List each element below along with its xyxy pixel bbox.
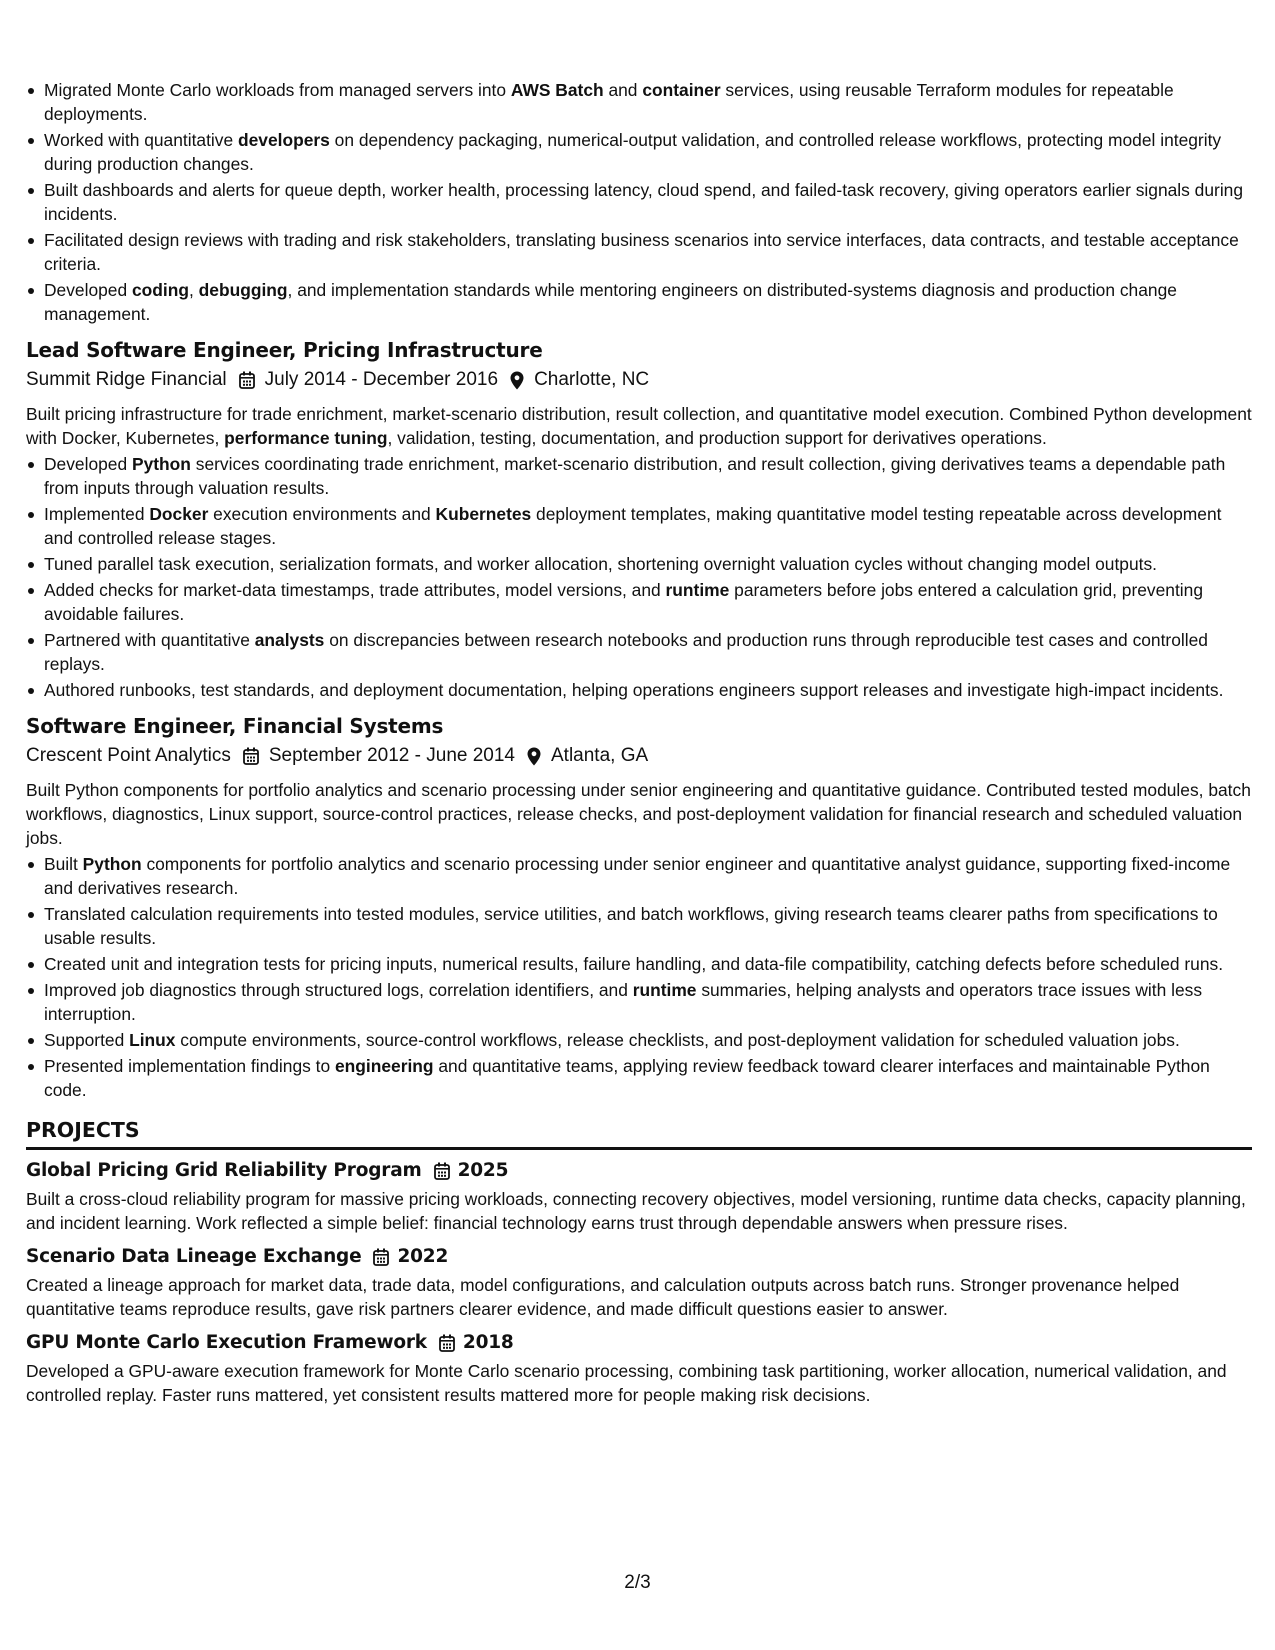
project-year: 2022 xyxy=(397,1246,449,1267)
bold-keyword: developers xyxy=(237,130,330,150)
job-location: Atlanta, GA xyxy=(551,745,649,766)
job-bullet-list xyxy=(26,852,1252,1102)
bold-keyword: debugging xyxy=(198,280,288,300)
project-year: 2025 xyxy=(457,1160,509,1181)
bold-keyword: Kubernetes xyxy=(435,504,532,524)
bold-keyword: container xyxy=(642,80,721,100)
job-location: Charlotte, NC xyxy=(534,369,650,390)
bold-keyword: Python xyxy=(131,454,191,474)
projects-heading: PROJECTS xyxy=(26,1116,1252,1150)
calendar-icon xyxy=(373,1248,389,1266)
project-description: Built a cross-cloud reliability program for massive pricing workloads, connecting recovery objectives, model versioning, runtime data checks, capacity planning, and incident learning. Work reflected a simple belief: financial technology earns trust through dependable answers when pressure rises. xyxy=(26,1189,1246,1233)
bold-keyword: engineering xyxy=(334,1056,434,1076)
bullet-item: Translated calculation requirements into tested modules, service utilities, and batch workflows, giving research teams clearer paths from specifications to usable results. xyxy=(26,902,1252,950)
project-description: Created a lineage approach for market data, trade data, model configurations, and calculation outputs across batch runs. Stronger provenance helped quantitative teams reproduce results, gave risk partners clearer evidence, and made difficult questions easier to answer. xyxy=(26,1275,1180,1319)
job-bullet-list xyxy=(26,452,1252,702)
job-dates: September 2012 - June 2014 xyxy=(268,745,515,766)
bullet-item: Implemented Docker execution environments and Kubernetes deployment templates, making quantitative model testing repeatable across development and controlled release stages. xyxy=(26,502,1252,550)
bold-keyword: analysts xyxy=(254,630,325,650)
job-entry xyxy=(26,712,1252,1102)
bold-keyword: runtime xyxy=(632,980,697,1000)
job-dates: July 2014 - December 2016 xyxy=(264,369,499,390)
bullet-item: Developed Python services coordinating trade enrichment, market-scenario distribution, and result collection, giving derivatives teams a dependable path from inputs through valuation results. xyxy=(26,452,1252,500)
bullet-item: Added checks for market-data timestamps, trade attributes, model versions, and runtime parameters before jobs entered a calculation grid, preventing avoidable failures. xyxy=(26,578,1252,626)
projects-section xyxy=(26,1158,1252,1407)
job-meta xyxy=(26,742,1252,770)
bold-keyword: coding xyxy=(131,280,189,300)
bullet-item: Presented implementation findings to engineering and quantitative teams, applying review feedback toward clearer interfaces and maintainable Python code. xyxy=(26,1054,1252,1102)
job-summary: Built Python components for portfolio analytics and scenario processing under senior engineering and quantitative guidance. Contributed tested modules, batch workflows, diagnostics, Linux support, source-control practices, release checks, and post-deployment validation for financial research and scheduled valuation jobs. xyxy=(26,780,1251,848)
experience-bullet-list xyxy=(26,78,1252,326)
project-year: 2018 xyxy=(462,1332,514,1353)
project-name: GPU Monte Carlo Execution Framework xyxy=(26,1332,427,1353)
bullet-item: Built Python components for portfolio analytics and scenario processing under senior engineer and quantitative analyst guidance, supporting fixed-income and derivatives research. xyxy=(26,852,1252,900)
bullet-item: Authored runbooks, test standards, and deployment documentation, helping operations engineers support releases and investigate high-impact incidents. xyxy=(26,678,1252,702)
project-entry xyxy=(26,1330,1252,1407)
bold-keyword: Docker xyxy=(149,504,209,524)
bold-keyword: Linux xyxy=(129,1030,176,1050)
bullet-item: Partnered with quantitative analysts on discrepancies between research notebooks and production runs through reproducible test cases and controlled replays. xyxy=(26,628,1252,676)
calendar-icon xyxy=(434,1162,450,1180)
bullet-item: Built dashboards and alerts for queue depth, worker health, processing latency, cloud spend, and failed-task recovery, giving operators earlier signals during incidents. xyxy=(26,178,1252,226)
experience-section xyxy=(26,336,1252,1102)
project-header xyxy=(26,1330,1252,1356)
project-description: Developed a GPU-aware execution framework for Monte Carlo scenario processing, combining task partitioning, worker allocation, numerical validation, and controlled replay. Faster runs mattered, yet consistent results mattered more for people making risk decisions. xyxy=(26,1361,1227,1405)
bullet-item: Facilitated design reviews with trading and risk stakeholders, translating business scenarios into service interfaces, data contracts, and testable acceptance criteria. xyxy=(26,228,1252,276)
page-number: 2/3 xyxy=(624,1572,651,1593)
bullet-item: Created unit and integration tests for pricing inputs, numerical results, failure handling, and data-file compatibility, catching defects before scheduled runs. xyxy=(26,952,1252,976)
bold-keyword: AWS Batch xyxy=(510,80,604,100)
bullet-item: Migrated Monte Carlo workloads from managed servers into AWS Batch and container services, using reusable Terraform modules for repeatable deployments. xyxy=(26,78,1252,126)
project-header xyxy=(26,1158,1252,1184)
calendar-icon xyxy=(439,1334,455,1352)
bullet-item: Developed coding, debugging, and implementation standards while mentoring engineers on distributed-systems diagnosis and production change management. xyxy=(26,278,1252,326)
calendar-icon xyxy=(239,371,255,389)
bold-keyword: runtime xyxy=(665,580,730,600)
project-name: Scenario Data Lineage Exchange xyxy=(26,1246,362,1267)
bullet-item: Supported Linux compute environments, source-control workflows, release checklists, and post-deployment validation for scheduled valuation jobs. xyxy=(26,1028,1252,1052)
resume-page xyxy=(26,78,1252,1407)
bullet-item: Tuned parallel task execution, serialization formats, and worker allocation, shortening overnight valuation cycles without changing model outputs. xyxy=(26,552,1252,576)
job-meta xyxy=(26,366,1252,394)
project-name: Global Pricing Grid Reliability Program xyxy=(26,1160,422,1181)
project-entry xyxy=(26,1244,1252,1321)
map-pin-icon xyxy=(527,747,541,766)
company-name: Summit Ridge Financial xyxy=(26,369,227,390)
bold-keyword: performance tuning xyxy=(224,428,388,448)
company-name: Crescent Point Analytics xyxy=(26,745,231,766)
bullet-item: Improved job diagnostics through structured logs, correlation identifiers, and runtime summaries, helping analysts and operators trace issues with less interruption. xyxy=(26,978,1252,1026)
job-title: Lead Software Engineer, Pricing Infrastructure xyxy=(26,338,543,362)
job-summary: Built pricing infrastructure for trade enrichment, market-scenario distribution, result collection, and quantitative model execution. Combined Python development with Docker, Kubernetes, performance tuning, validation, testing, documentation, and production support for derivatives operations. xyxy=(26,404,1252,448)
job-title: Software Engineer, Financial Systems xyxy=(26,714,444,738)
bold-keyword: Python xyxy=(82,854,142,874)
bullet-item: Worked with quantitative developers on dependency packaging, numerical-output validation, and controlled release workflows, protecting model integrity during production changes. xyxy=(26,128,1252,176)
map-pin-icon xyxy=(510,371,524,390)
calendar-icon xyxy=(243,747,259,765)
project-header xyxy=(26,1244,1252,1270)
job-entry xyxy=(26,336,1252,702)
project-entry xyxy=(26,1158,1252,1235)
